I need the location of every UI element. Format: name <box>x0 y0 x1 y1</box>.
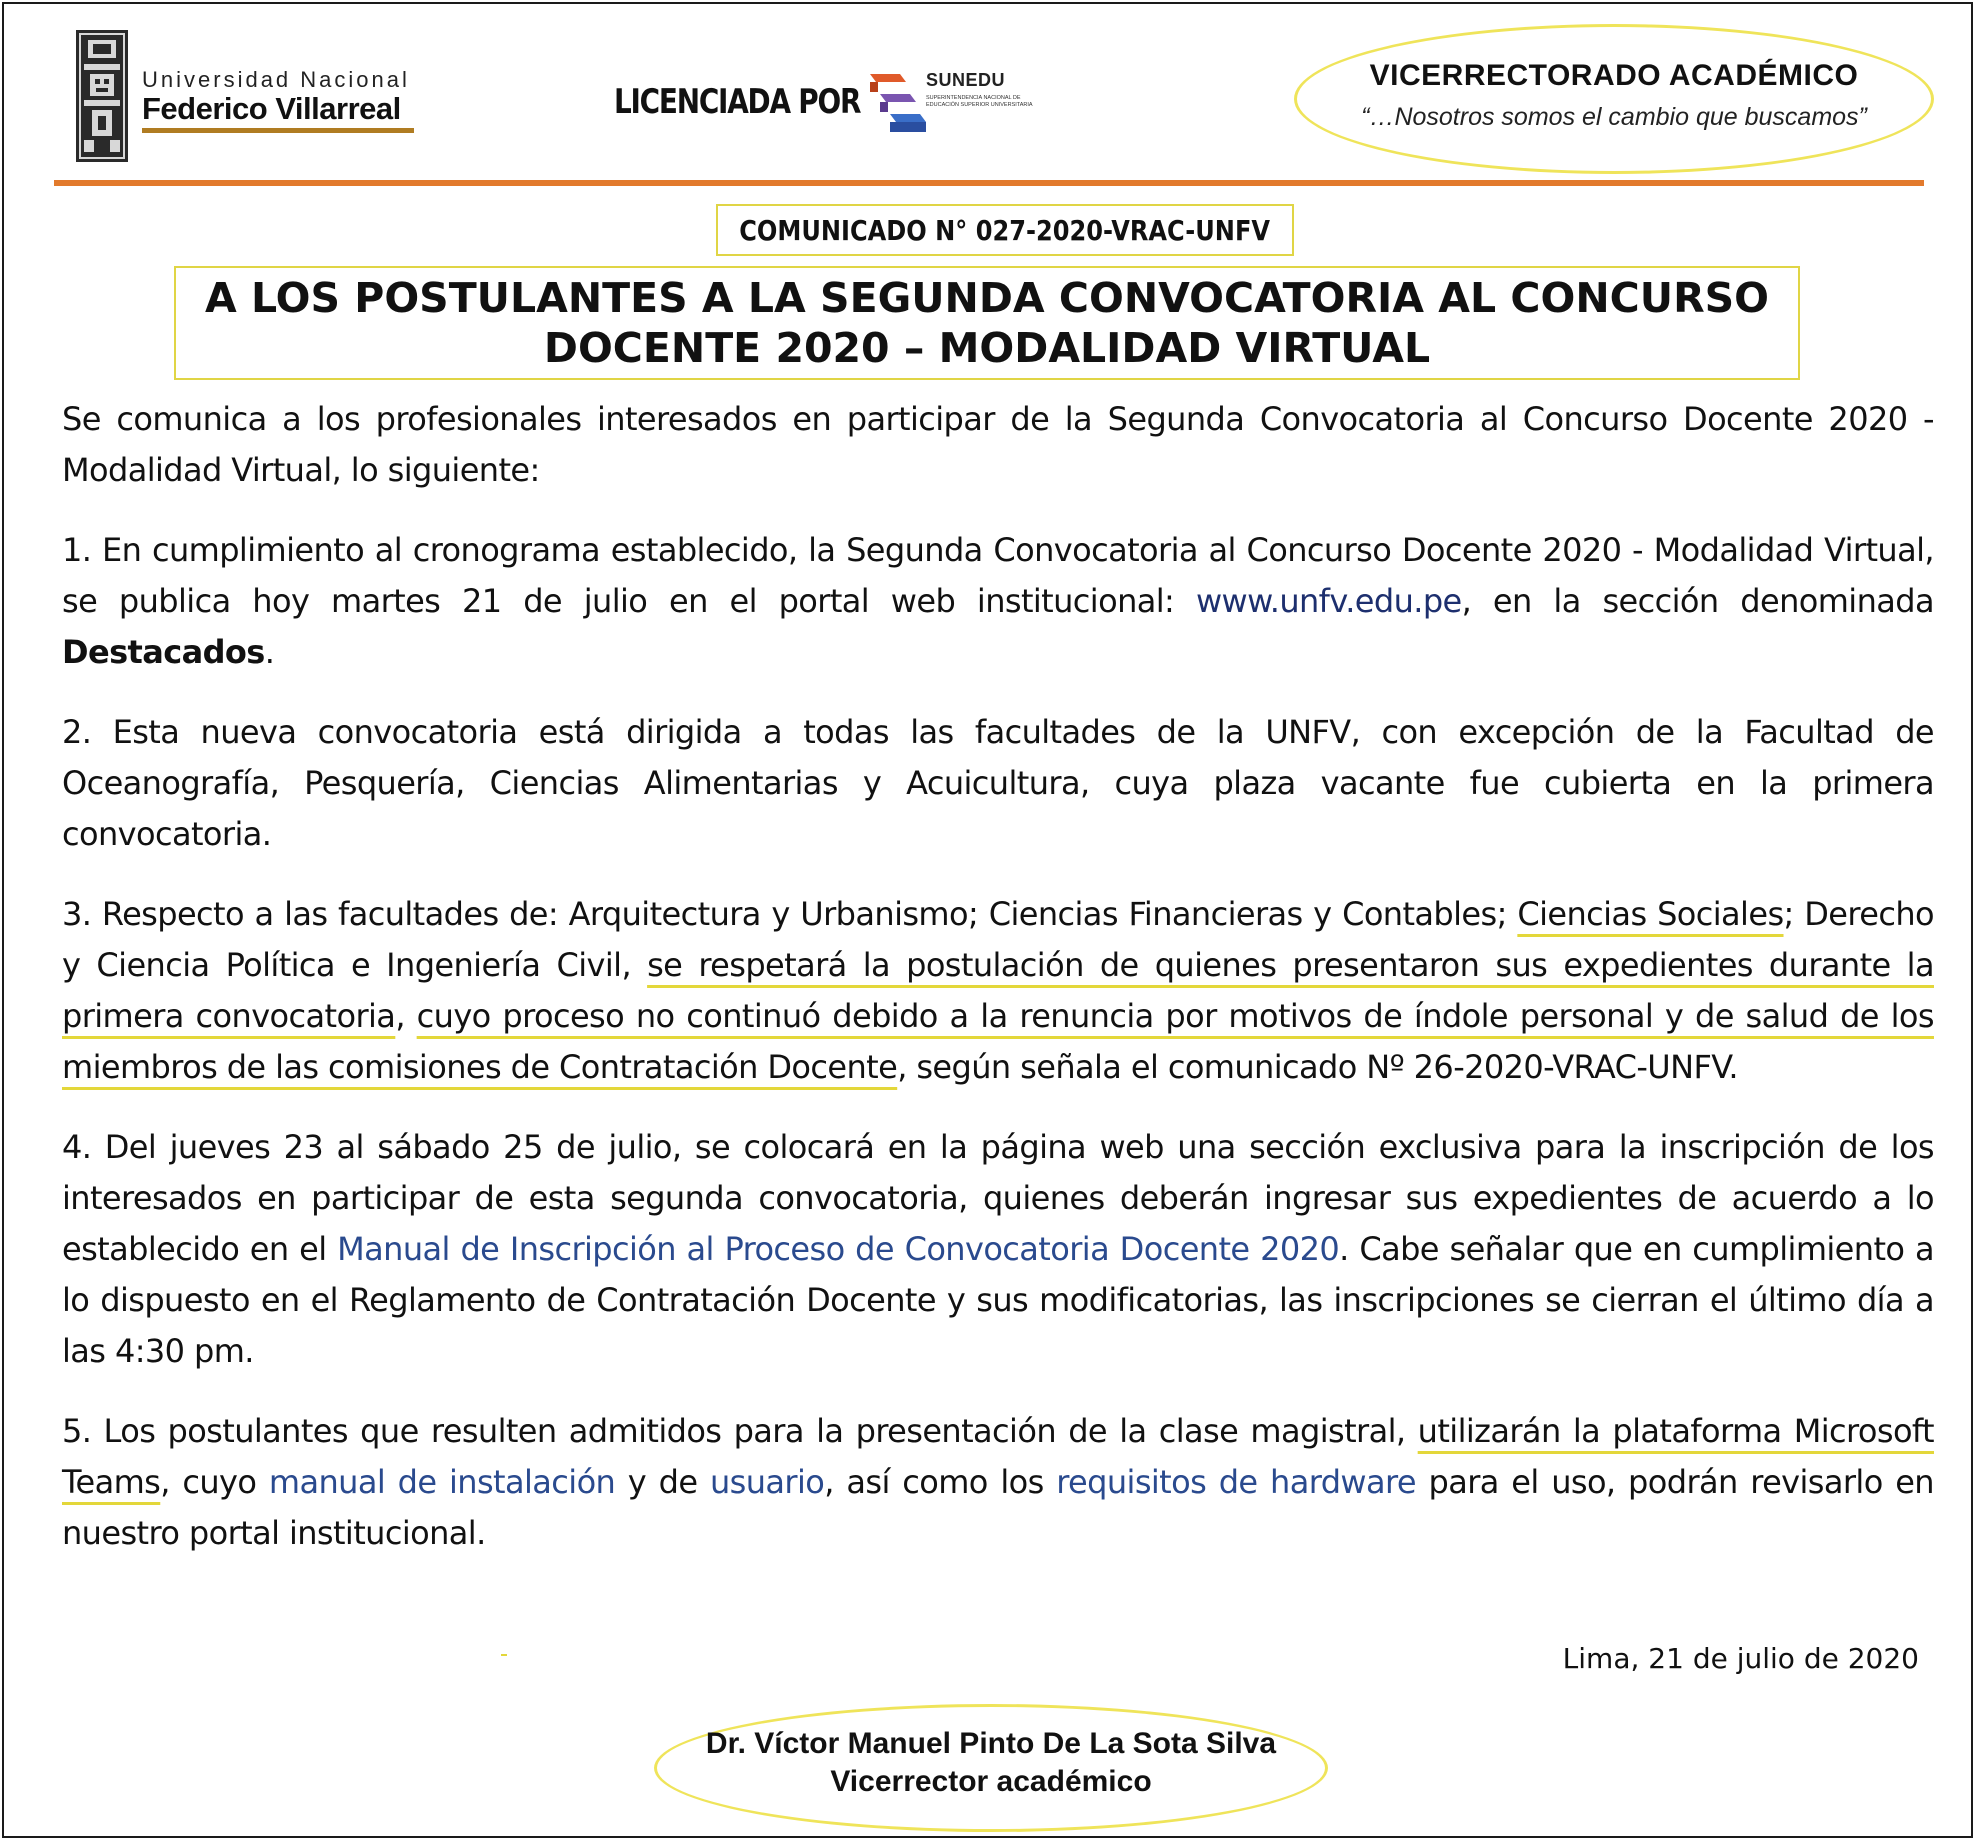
signatory-name: Dr. Víctor Manuel Pinto De La Sota Silva <box>705 1727 1277 1760</box>
document-body <box>62 394 1934 1588</box>
portal-link[interactable]: www.unfv.edu.pe <box>1195 582 1462 620</box>
title-line-2: DOCENTE 2020 – MODALIDAD VIRTUAL <box>543 324 1431 372</box>
university-name <box>142 68 414 133</box>
document-title-box <box>174 266 1800 380</box>
item-5-text-e: para el uso, podrán revisarlo en nuestro portal institucional. <box>62 1463 1934 1552</box>
item-1-text-b: , en la sección denominada <box>1461 582 1935 620</box>
title-line-1: A LOS POSTULANTES A LA SEGUNDA CONVOCATORIA AL CONCURSO <box>204 274 1770 322</box>
requisitos-hardware-link[interactable]: requisitos de hardware <box>1056 1463 1416 1501</box>
item-3-highlight-2: se respetará la postulación de quienes presentaron sus expedientes durante la primera convocatoria <box>62 946 1934 1035</box>
header-divider <box>54 180 1924 186</box>
item-1-text-c: . <box>264 633 275 671</box>
item-1 <box>62 525 1934 678</box>
item-3-highlight-3: cuyo proceso no continuó debido a la renuncia por motivos de índole personal y de salud de los miembros de las comisiones de Contratación Docente <box>62 997 1934 1086</box>
sunedu-name: SUNEDU <box>926 70 1006 90</box>
licensed-by-label: LICENCIADA POR <box>614 82 861 122</box>
stray-highlight-mark <box>501 1654 507 1656</box>
signature-oval <box>654 1704 1328 1832</box>
item-1-bold: Destacados <box>62 633 265 671</box>
item-3-text-d: , según señala el comunicado Nº 26-2020-VRAC-UNFV. <box>897 1048 1739 1086</box>
university-underline <box>142 128 414 133</box>
item-3 <box>62 889 1934 1093</box>
item-4-text-a: 4. Del jueves 23 al sábado 25 de julio, se colocará en la página web una sección exclusiva para la inscripción de los interesados en participar de esta segunda convocatoria, quienes deberán ingresar sus expedientes de acuerdo a lo establecido en el <box>62 1128 1934 1268</box>
item-3-text-c: , <box>395 997 417 1035</box>
item-3-text-a: 3. Respecto a las facultades de: Arquitectura y Urbanismo; Ciencias Financieras y Contables; <box>62 895 1518 933</box>
item-5-text-d: , así como los <box>824 1463 1057 1501</box>
comunicado-number-box <box>716 204 1294 256</box>
item-2: 2. Esta nueva convocatoria está dirigida a todas las facultades de la UNFV, con excepción de la Facultad de Oceanografía, Pesquería, Ciencias Alimentarias y Acuicultura, cuya plaza vacante fue cubierta en la primera convocatoria. <box>62 713 1934 853</box>
document-page <box>2 2 1973 1838</box>
manual-instalacion-link[interactable]: manual de instalación <box>268 1463 616 1501</box>
item-4 <box>62 1122 1934 1377</box>
university-line1: Universidad Nacional <box>142 67 410 92</box>
item-5-text-c: y de <box>615 1463 710 1501</box>
item-4-text-b: . Cabe señalar que en cumplimiento a lo dispuesto en el Reglamento de Contratación Docente y sus modificatorias, las inscripciones se cierran el último día a las 4:30 pm. <box>62 1230 1934 1370</box>
vicerrectorado-motto: “…Nosotros somos el cambio que buscamos” <box>1361 103 1867 131</box>
signatory-role: Vicerrector académico <box>830 1765 1152 1798</box>
sunedu-wordmark <box>926 70 1036 108</box>
item-5-highlight: utilizarán la plataforma Microsoft Teams <box>62 1412 1934 1501</box>
item-1-text-a: 1. En cumplimiento al cronograma establecido, la Segunda Convocatoria al Concurso Docente 2020 - Modalidad Virtual, se publica hoy martes 21 de julio en el portal web institucional: <box>62 531 1934 620</box>
item-3-highlight-1: Ciencias Sociales <box>1517 895 1784 933</box>
document-date: Lima, 21 de julio de 2020 <box>1562 1642 1919 1675</box>
comunicado-number: COMUNICADO N° 027-2020-VRAC-UNFV <box>739 213 1271 247</box>
sunedu-subtitle: SUPERINTENDENCIA NACIONAL DE EDUCACIÓN SUPERIOR UNIVERSITARIA <box>926 95 1033 108</box>
university-line2: Federico Villarreal <box>142 91 401 126</box>
item-3-text-b: ; Derecho y Ciencia Política e Ingeniería Civil, <box>62 895 1934 984</box>
item-5-text-a: 5. Los postulantes que resulten admitidos para la presentación de la clase magistral, <box>62 1412 1418 1450</box>
item-5-text-b: , cuyo <box>160 1463 269 1501</box>
item-5 <box>62 1406 1934 1559</box>
usuario-link[interactable]: usuario <box>709 1463 825 1501</box>
vicerrectorado-title: VICERRECTORADO ACADÉMICO <box>1369 59 1859 92</box>
intro-paragraph: Se comunica a los profesionales interesados en participar de la Segunda Convocatoria al Concurso Docente 2020 - Modalidad Virtual, lo siguiente: <box>62 400 1934 489</box>
vicerrectorado-oval <box>1294 24 1934 174</box>
manual-inscripcion-link[interactable]: Manual de Inscripción al Proceso de Convocatoria Docente 2020 <box>337 1230 1340 1268</box>
unfv-crest-logo <box>76 30 128 162</box>
